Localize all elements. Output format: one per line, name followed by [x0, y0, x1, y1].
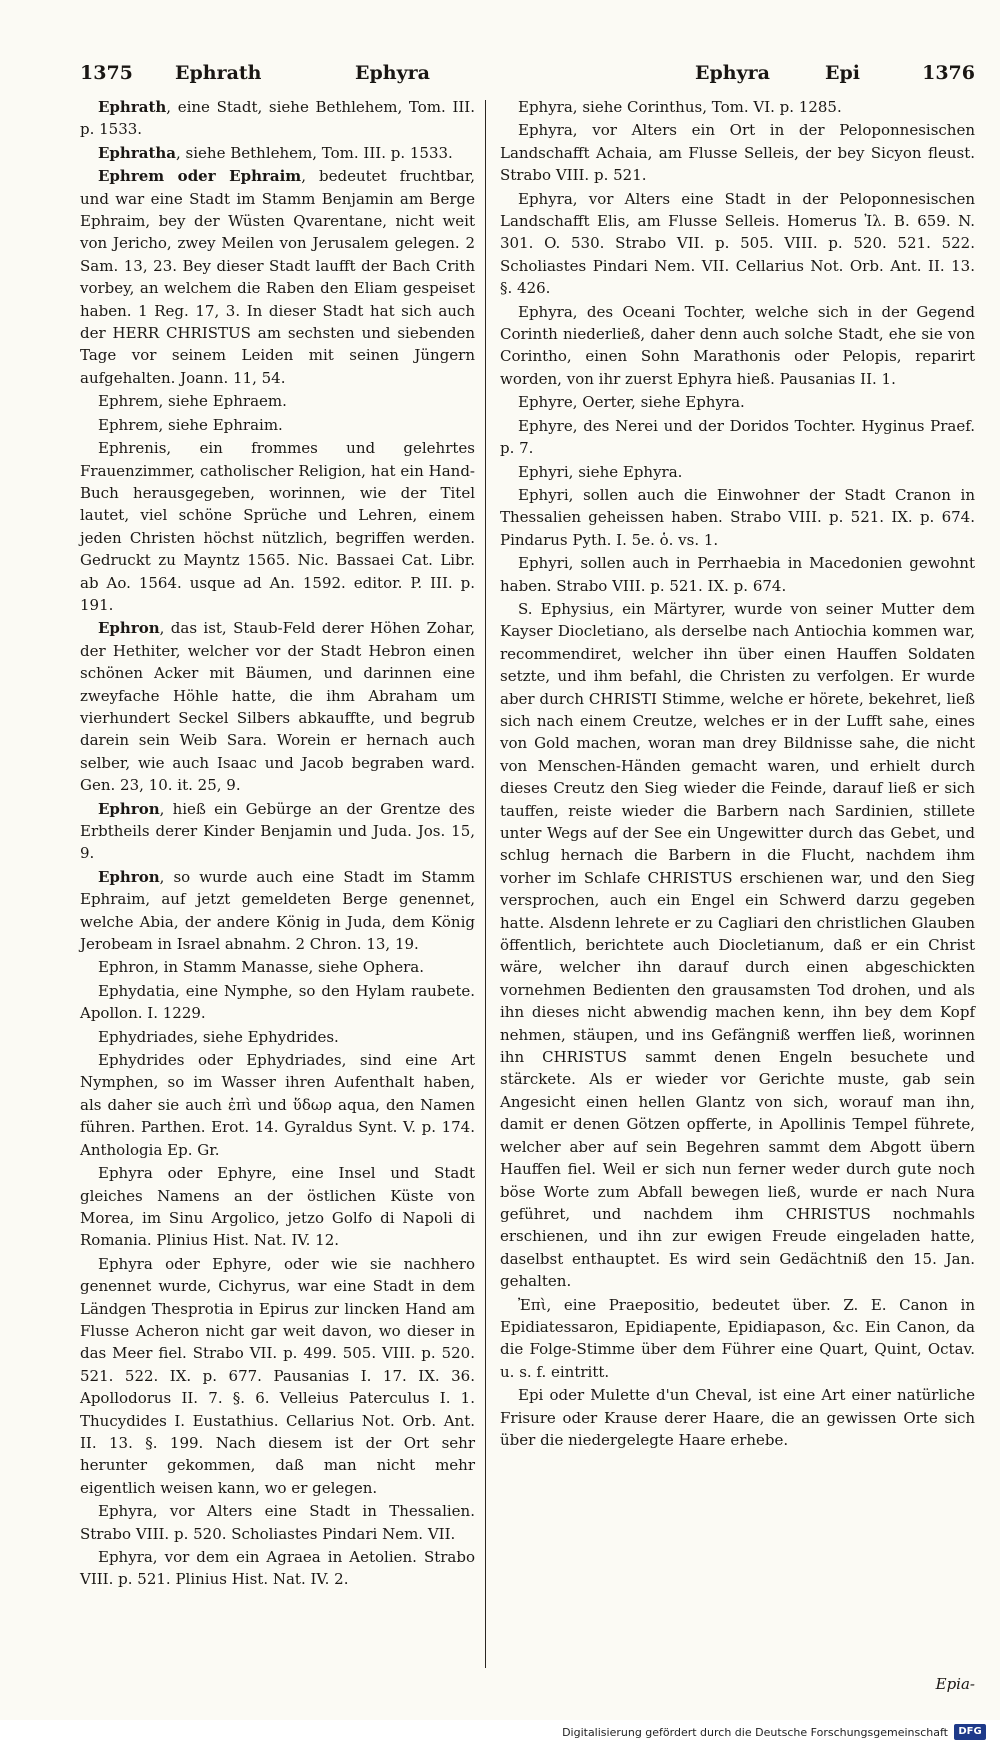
header-word-left: Ephrath: [175, 62, 262, 84]
digitization-footer: [0, 1720, 1000, 1747]
entry-text: , siehe Bethlehem, Tom. III. p. 1533.: [176, 143, 453, 162]
dictionary-entry: [500, 598, 975, 1293]
entry-text: Ephyre, des Nerei und der Doridos Tochter. Hyginus Praef. p. 7.: [500, 416, 975, 458]
dictionary-entry: [500, 484, 975, 551]
entry-text: Ephyra, siehe Corinthus, Tom. VI. p. 1285.: [518, 98, 842, 116]
dictionary-entry: [500, 119, 975, 186]
entry-text: Ephyra, vor Alters eine Stadt in Thessalien. Strabo VIII. p. 520. Scholiastes Pindari Nem. VII.: [80, 1502, 475, 1543]
dictionary-entry: [80, 980, 475, 1025]
dictionary-entry: [500, 415, 975, 460]
entry-text: , hieß ein Gebürge an der Grentze des Erbtheils derer Kinder Benjamin und Juda. Jos. 15, 9.: [80, 799, 475, 863]
entry-text: Ephyri, sollen auch in Perrhaebia in Macedonien gewohnt haben. Strabo VIII. p. 521. IX. p. 674.: [500, 554, 975, 595]
entry-text: Ephydatia, eine Nymphe, so den Hylam raubete. Apollon. I. 1229.: [80, 981, 475, 1023]
left-column: [80, 96, 475, 1671]
dfg-logo: DFG: [954, 1724, 986, 1740]
entry-text: Ephyra, vor dem ein Agraea in Aetolien. Strabo VIII. p. 521. Plinius Hist. Nat. IV. 2.: [80, 1548, 475, 1589]
entry-text: Ephyri, siehe Ephyra.: [518, 462, 683, 481]
dictionary-entry: [80, 437, 475, 616]
dictionary-entry: [500, 301, 975, 391]
page-number-left: 1375: [80, 62, 133, 84]
header-subword-right: Ephyra: [695, 62, 770, 84]
dictionary-entry: [500, 461, 975, 483]
entry-lemma: Ephron: [98, 619, 160, 638]
entry-lemma: Ephrath: [98, 98, 167, 116]
entry-text: Ephrem, siehe Ephraim.: [98, 415, 283, 434]
catchword: Epia-: [935, 1675, 975, 1693]
header-subword-left: Ephyra: [355, 62, 430, 84]
entry-text: , so wurde auch eine Stadt im Stamm Ephraim, auf jetzt gemeldeten Berge genennet, welche Abia, der andere König in Juda, dem König Jerobeam in Israel abnahm. 2 Chron. 13, 19.: [80, 867, 475, 954]
entry-text: Ephyra, vor Alters ein Ort in der Peloponnesischen Landschafft Achaia, am Flusse Selleis, der bey Sicyon fleust. Strabo VIII. p. 521.: [500, 121, 975, 185]
entry-text: Ephydriades, siehe Ephydrides.: [98, 1027, 339, 1046]
dictionary-entry: [80, 390, 475, 412]
dictionary-entry: [80, 1500, 475, 1545]
dictionary-entry: [80, 96, 475, 141]
entry-text: Ephyri, sollen auch die Einwohner der Stadt Cranon in Thessalien geheissen haben. Strabo VIII. p. 521. IX. p. 674. Pindarus Pyth. I. 5e. ὁ. vs. 1.: [500, 485, 975, 549]
dictionary-entry: [80, 617, 475, 796]
dictionary-entry: [80, 414, 475, 436]
dictionary-entry: [80, 1049, 475, 1161]
entry-text: S. Ephysius, ein Märtyrer, wurde von seiner Mutter dem Kayser Diocletiano, als derselbe nach Antiochia kommen war, recommendiret, welcher ihn über einen Hauffen Soldaten setzte, und ihm befahl, die Christen zu verfolgen. Er wurde aber durch CHRISTI Stimme, welche er hörete, bekehret, ließ sich nach einem Creutze, welches er in der Lufft sahe, eines von Gold machen, woran man drey Bildnisse sahe, die nicht von Menschen-Händen gemacht waren, und erhielt durch dieses Creutz den Sieg wieder die Feinde, darauf ließ er sich tauffen, reiste wieder die Barbern nach Sardinien, stillete unter Wegs auf der See ein Ungewitter durch das Gebet, und schlug hernach die Barbern in die Flucht, nachdem ihm vorher im Schlafe CHRISTUS erschienen war, und den Sieg versprochen, auch ein Engel ein Schwerd darzu gegeben hatte. Alsdenn lehrete er zu Cagliari den christlichen Glauben öffentlich, berichtete auch Diocletianum, daß er ein Christ wäre, welcher ihn darauf durch einen abgeschickten vornehmen Bedienten den grausamsten Tod drohen, und als ihn dieses nicht abwendig machen kenn, ihn bey dem Kopf nehmen, stäupen, und ins Gefängniß werffen ließ, worinnen ihn CHRISTUS sammt denen Engeln besuchete und stärckete. Als er wieder vor Gerichte muste, gab sein Angesicht einen hellen Glantz von sich, worauf man ihn, damit er denen Götzen opfferte, in Apollinis Tempel führete, welcher aber auf sein Begehren sammt dem Abgott übern Hauffen fiel. Weil er sich nun ferner weder durch gute noch böse Worte zum Abfall bewegen ließ, wurde er nach Nura geführet, und nachdem ihm CHRISTUS nochmahls erschienen, und ihn zur ewigen Freude eingeladen hatte, daselbst enthauptet. Es wird sein Gedächtniß den 15. Jan. gehalten.: [500, 599, 975, 1291]
entry-lemma: Ephrem oder Ephraim: [98, 167, 302, 186]
footer-credit: Digitalisierung gefördert durch die Deutsche Forschungsgemeinschaft: [562, 1726, 948, 1739]
dictionary-entry: [500, 391, 975, 413]
column-divider: [485, 100, 486, 1668]
dictionary-entry: [500, 1294, 975, 1384]
entry-text: Ephyra oder Ephyre, eine Insel und Stadt gleiches Namens an der östlichen Küste von Morea, im Sinu Argolico, jetzo Golfo di Napoli di Romania. Plinius Hist. Nat. IV. 12.: [80, 1164, 475, 1250]
dictionary-entry: [500, 552, 975, 597]
entry-text: Ephyre, Oerter, siehe Ephyra.: [518, 393, 745, 412]
dictionary-entry: [80, 1162, 475, 1252]
entry-lemma: Ephron: [98, 867, 160, 886]
entry-text: Ephyra, des Oceani Tochter, welche sich in der Gegend Corinth niederließ, daher denn auch solche Stadt, ehe sie von Corintho, einen Sohn Marathonis oder Pelopis, reparirt worden, von ihr zuerst Ephyra hieß. Pausanias II. 1.: [500, 302, 975, 388]
right-column: [500, 96, 975, 1671]
dictionary-entry: [80, 1026, 475, 1048]
entry-text: , das ist, Staub-Feld derer Höhen Zohar, der Hethiter, welcher vor der Stadt Hebron einen schönen Acker mit Bäumen, und darinnen eine zweyfache Höhle hatte, die ihm Abraham um vierhundert Seckel Silbers abkauffte, und begrub darein sein Weib Sara. Worein er hernach auch selber, wie auch Isaac und Jacob begraben ward. Gen. 23, 10. it. 25, 9.: [80, 619, 475, 795]
dictionary-entry: [500, 96, 975, 118]
dictionary-entry: [80, 866, 475, 956]
entry-text: Ephyra, vor Alters eine Stadt in der Peloponnesischen Landschafft Elis, am Flusse Selleis. Homerus Ἰλ. B. 659. N. 301. O. 530. Strabo VII. p. 505. VIII. p. 520. 521. 522. Scholiastes Pindari Nem. VII. Cellarius Not. Orb. Ant. II. 13. §. 426.: [500, 189, 975, 298]
entry-text: Ephrem, siehe Ephraem.: [98, 392, 287, 411]
dictionary-entry: [80, 956, 475, 978]
dictionary-entry: [500, 188, 975, 300]
dictionary-entry: [80, 165, 475, 389]
dictionary-entry: [80, 1546, 475, 1591]
entry-text: Epi oder Mulette d'un Cheval, ist eine Art einer natürliche Frisure oder Krause derer Haare, die an gewissen Orte sich über die niedergelegte Haare erhebe.: [500, 1386, 975, 1449]
entry-text: Ephron, in Stamm Manasse, siehe Ophera.: [98, 958, 425, 977]
header-word-right: Epi: [825, 62, 860, 84]
entry-text: , eine Stadt, siehe Bethlehem, Tom. III. p. 1533.: [80, 98, 475, 139]
entry-lemma: Ephratha: [98, 143, 177, 162]
entry-lemma: Ephron: [98, 799, 160, 818]
entry-text: Ἐπὶ, eine Praepositio, bedeutet über. Z. E. Canon in Epidiatessaron, Epidiapente, Epidiapason, &c. Ein Canon, da die Folge-Stimme über dem Führer eine Quart, Quint, Octav. u. s. f. eintritt.: [500, 1295, 975, 1381]
entry-text: Ephrenis, ein frommes und gelehrtes Frauenzimmer, catholischer Religion, hat ein Hand-Buch herausgegeben, worinnen, wie der Titel lautet, viel schöne Sprüche und Lehren, einem jeden Christen höchst nützlich, begriffen werden. Gedruckt zu Mayntz 1565. Nic. Bassaei Cat. Libr. ab Ao. 1564. usque ad An. 1592. editor. P. III. p. 191.: [80, 439, 475, 614]
entry-text: , bedeutet fruchtbar, und war eine Stadt im Stamm Benjamin am Berge Ephraim, bey der Wüsten Qvarentane, nicht weit von Jericho, zwey Meilen von Jerusalem gelegen. 2 Sam. 13, 23. Bey dieser Stadt laufft der Bach Crith vorbey, an welchem die Raben den Eliam gespeiset haben. 1 Reg. 17, 3. In dieser Stadt hat sich auch der HERR CHRISTUS am sechsten und siebenden Tage vor seinem Leiden mit seinen Jüngern aufgehalten. Joann. 11, 54.: [80, 167, 475, 387]
page-number-right: 1376: [922, 62, 975, 84]
entry-text: Ephyra oder Ephyre, oder wie sie nachhero genennet wurde, Cichyrus, war eine Stadt in dem Ländgen Thesprotia in Epirus zur lincken Hand am Flusse Acheron nicht gar weit davon, wo dieser in das Meer fiel. Strabo VII. p. 499. 505. VIII. p. 520. 521. 522. IX. p. 677. Pausanias I. 17. IX. 36. Apollodorus II. 7. §. 6. Velleius Paterculus I. 1. Thucydides I. Eustathius. Cellarius Not. Orb. Ant. II. 13. §. 199. Nach diesem ist der Ort sehr herunter gekommen, daß man nicht mehr eigentlich weisen kann, wo er gelegen.: [80, 1254, 475, 1497]
dictionary-entry: [80, 1253, 475, 1499]
dictionary-entry: [80, 798, 475, 865]
dictionary-entry: [500, 1384, 975, 1451]
entry-text: Ephydrides oder Ephydriades, sind eine Art Nymphen, so im Wasser ihren Aufenthalt haben, als daher sie auch ἐπὶ und ὕδωρ aqua, den Namen führen. Parthen. Erot. 14. Gyraldus Synt. V. p. 174. Anthologia Ep. Gr.: [80, 1051, 475, 1159]
dictionary-entry: [80, 142, 475, 164]
running-header: [80, 58, 975, 92]
